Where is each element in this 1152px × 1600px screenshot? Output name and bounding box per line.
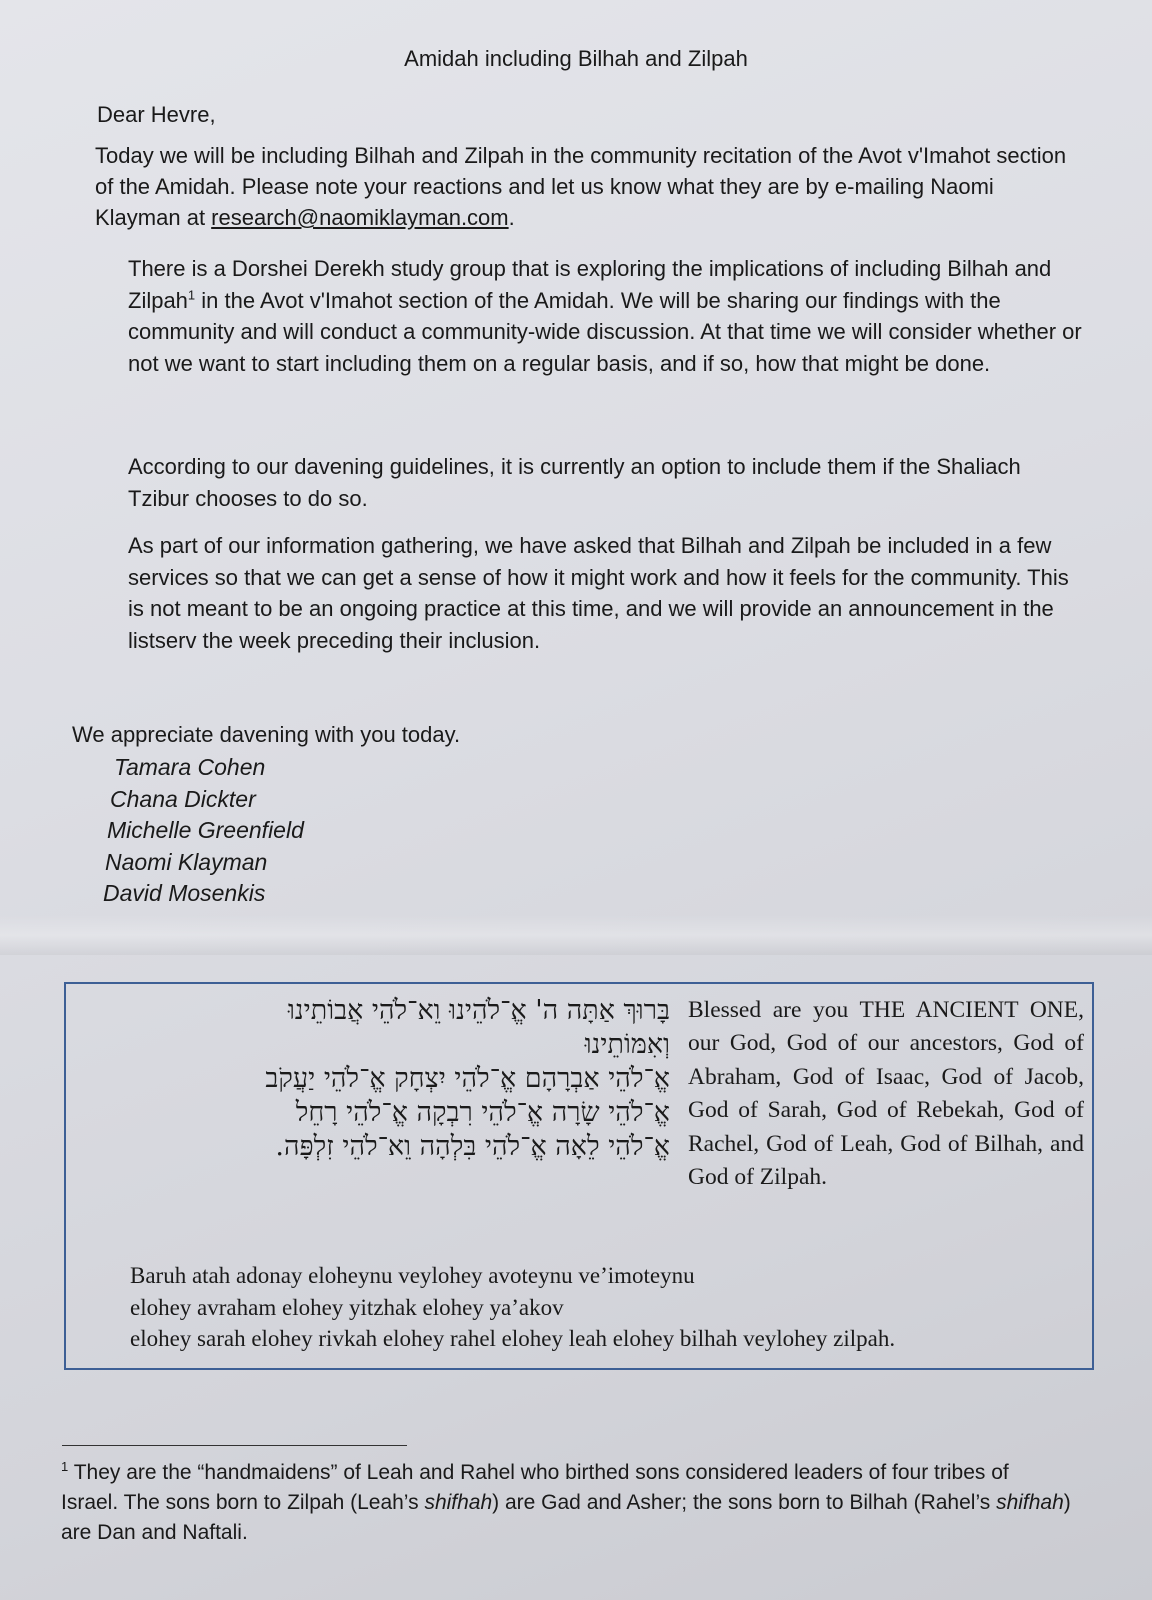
footnote-text: They are the “handmaidens” of Leah and Rahel who birthed sons considered leaders of four tribes of Israel. The sons born to Zilpah (Leah’s <box>61 1461 1009 1514</box>
hebrew-line: אֱ־לֹהֵי לֵאָה אֱ־לֹהֵי בִּלְהָה וֵא־לֹהֵי זִלְפָּה. <box>275 1131 670 1162</box>
hebrew-line: בָּרוּךְ אַתָּה ה' אֱ־לֹהֵינוּ וֵא־לֹהֵי אֲבוֹתֵינוּ <box>287 995 670 1026</box>
signer-name: Chana Dickter <box>110 785 256 812</box>
transliteration <box>130 1260 895 1355</box>
paper-fold <box>0 915 1152 955</box>
prayer-box <box>64 982 1094 1370</box>
hebrew-line: וְאִמּוֹתֵינוּ <box>584 1029 670 1060</box>
email-link[interactable]: research@naomiklayman.com <box>211 205 509 230</box>
footnote-text: ) are Dan and Naftali. <box>61 1491 1071 1544</box>
transliteration-line: elohey sarah elohey rivkah elohey rahel elohey leah elohey bilhah veylohey zilpah. <box>130 1326 896 1351</box>
footnote-text: ) are Gad and Asher; the sons born to Bilhah (Rahel’s <box>492 1491 997 1514</box>
footnote-divider <box>62 1445 407 1446</box>
footnote-reference[interactable]: 1 <box>187 287 196 303</box>
study-group-text-1: There is a Dorshei Derekh study group that is exploring the implications of including Bilhah and Zilpah <box>128 256 1052 313</box>
intro-text: Today we will be including Bilhah and Zilpah in the community recitation of the Avot v'Imahot section of the Amidah. Please note your reactions and let us know what they are by e-mailing Naomi Klayman at <box>95 143 1067 230</box>
intro-end: . <box>508 205 515 230</box>
signer-name: Tamara Cohen <box>114 754 266 780</box>
hebrew-line: אֱ־לֹהֵי אַבְרָהָם אֱ־לֹהֵי יִצְחָק אֱ־לֹהֵי יַעֲקֹב <box>265 1063 670 1094</box>
study-group-text-2: in the Avot v'Imahot section of the Amidah. We will be sharing our findings with the community and will conduct a community-wide discussion. At that time we will consider whether or not we want to start including them on a regular basis, and if so, how that might be done. <box>128 287 1082 376</box>
signer-name: David Mosenkis <box>103 880 266 906</box>
guidelines-paragraph: According to our davening guidelines, it is currently an option to include them if the Shaliach Tzibur chooses to do so. <box>128 454 1021 511</box>
footnote-term: shifhah <box>424 1491 493 1514</box>
footnote-number: 1 <box>61 1459 69 1474</box>
transliteration-line: elohey avraham elohey yitzhak elohey ya’akov <box>130 1294 564 1320</box>
intro-paragraph <box>95 140 1070 233</box>
footnote-term: shifhah <box>996 1491 1064 1514</box>
english-translation: Blessed are you THE ANCIENT ONE, our God, God of our ancestors, God of Abraham, God of Isaac, God of Jacob, God of Sarah, God of Rebekah, God of Rachel, God of Leah, God of Bilhah, and God of Zilpah. <box>688 997 1084 1191</box>
document-title: Amidah including Bilhah and Zilpah <box>404 46 748 71</box>
signer-name: Naomi Klayman <box>105 848 268 875</box>
salutation: Dear Hevre, <box>97 102 216 127</box>
information-gathering-paragraph: As part of our information gathering, we have asked that Bilhah and Zilpah be included in a few services so that we can get a sense of how it might work and how it feels for the community. This is not meant to be an ongoing practice at this time, and we will provide an announcement in the listserv the week preceding their inclusion. <box>128 533 1069 653</box>
study-group-paragraph <box>128 253 1083 379</box>
transliteration-line: Baruh atah adonay eloheynu veylohey avoteynu ve’imoteynu <box>130 1263 695 1288</box>
signers-list <box>103 752 304 910</box>
footnote <box>61 1458 1071 1548</box>
closing-line: We appreciate davening with you today. <box>72 722 461 747</box>
hebrew-prayer <box>80 994 670 1164</box>
signer-name: Michelle Greenfield <box>107 817 304 843</box>
hebrew-line: אֱ־לֹהֵי שָׂרָה אֱ־לֹהֵי רִבְקָה אֱ־לֹהֵי רָחֵל <box>295 1097 670 1128</box>
